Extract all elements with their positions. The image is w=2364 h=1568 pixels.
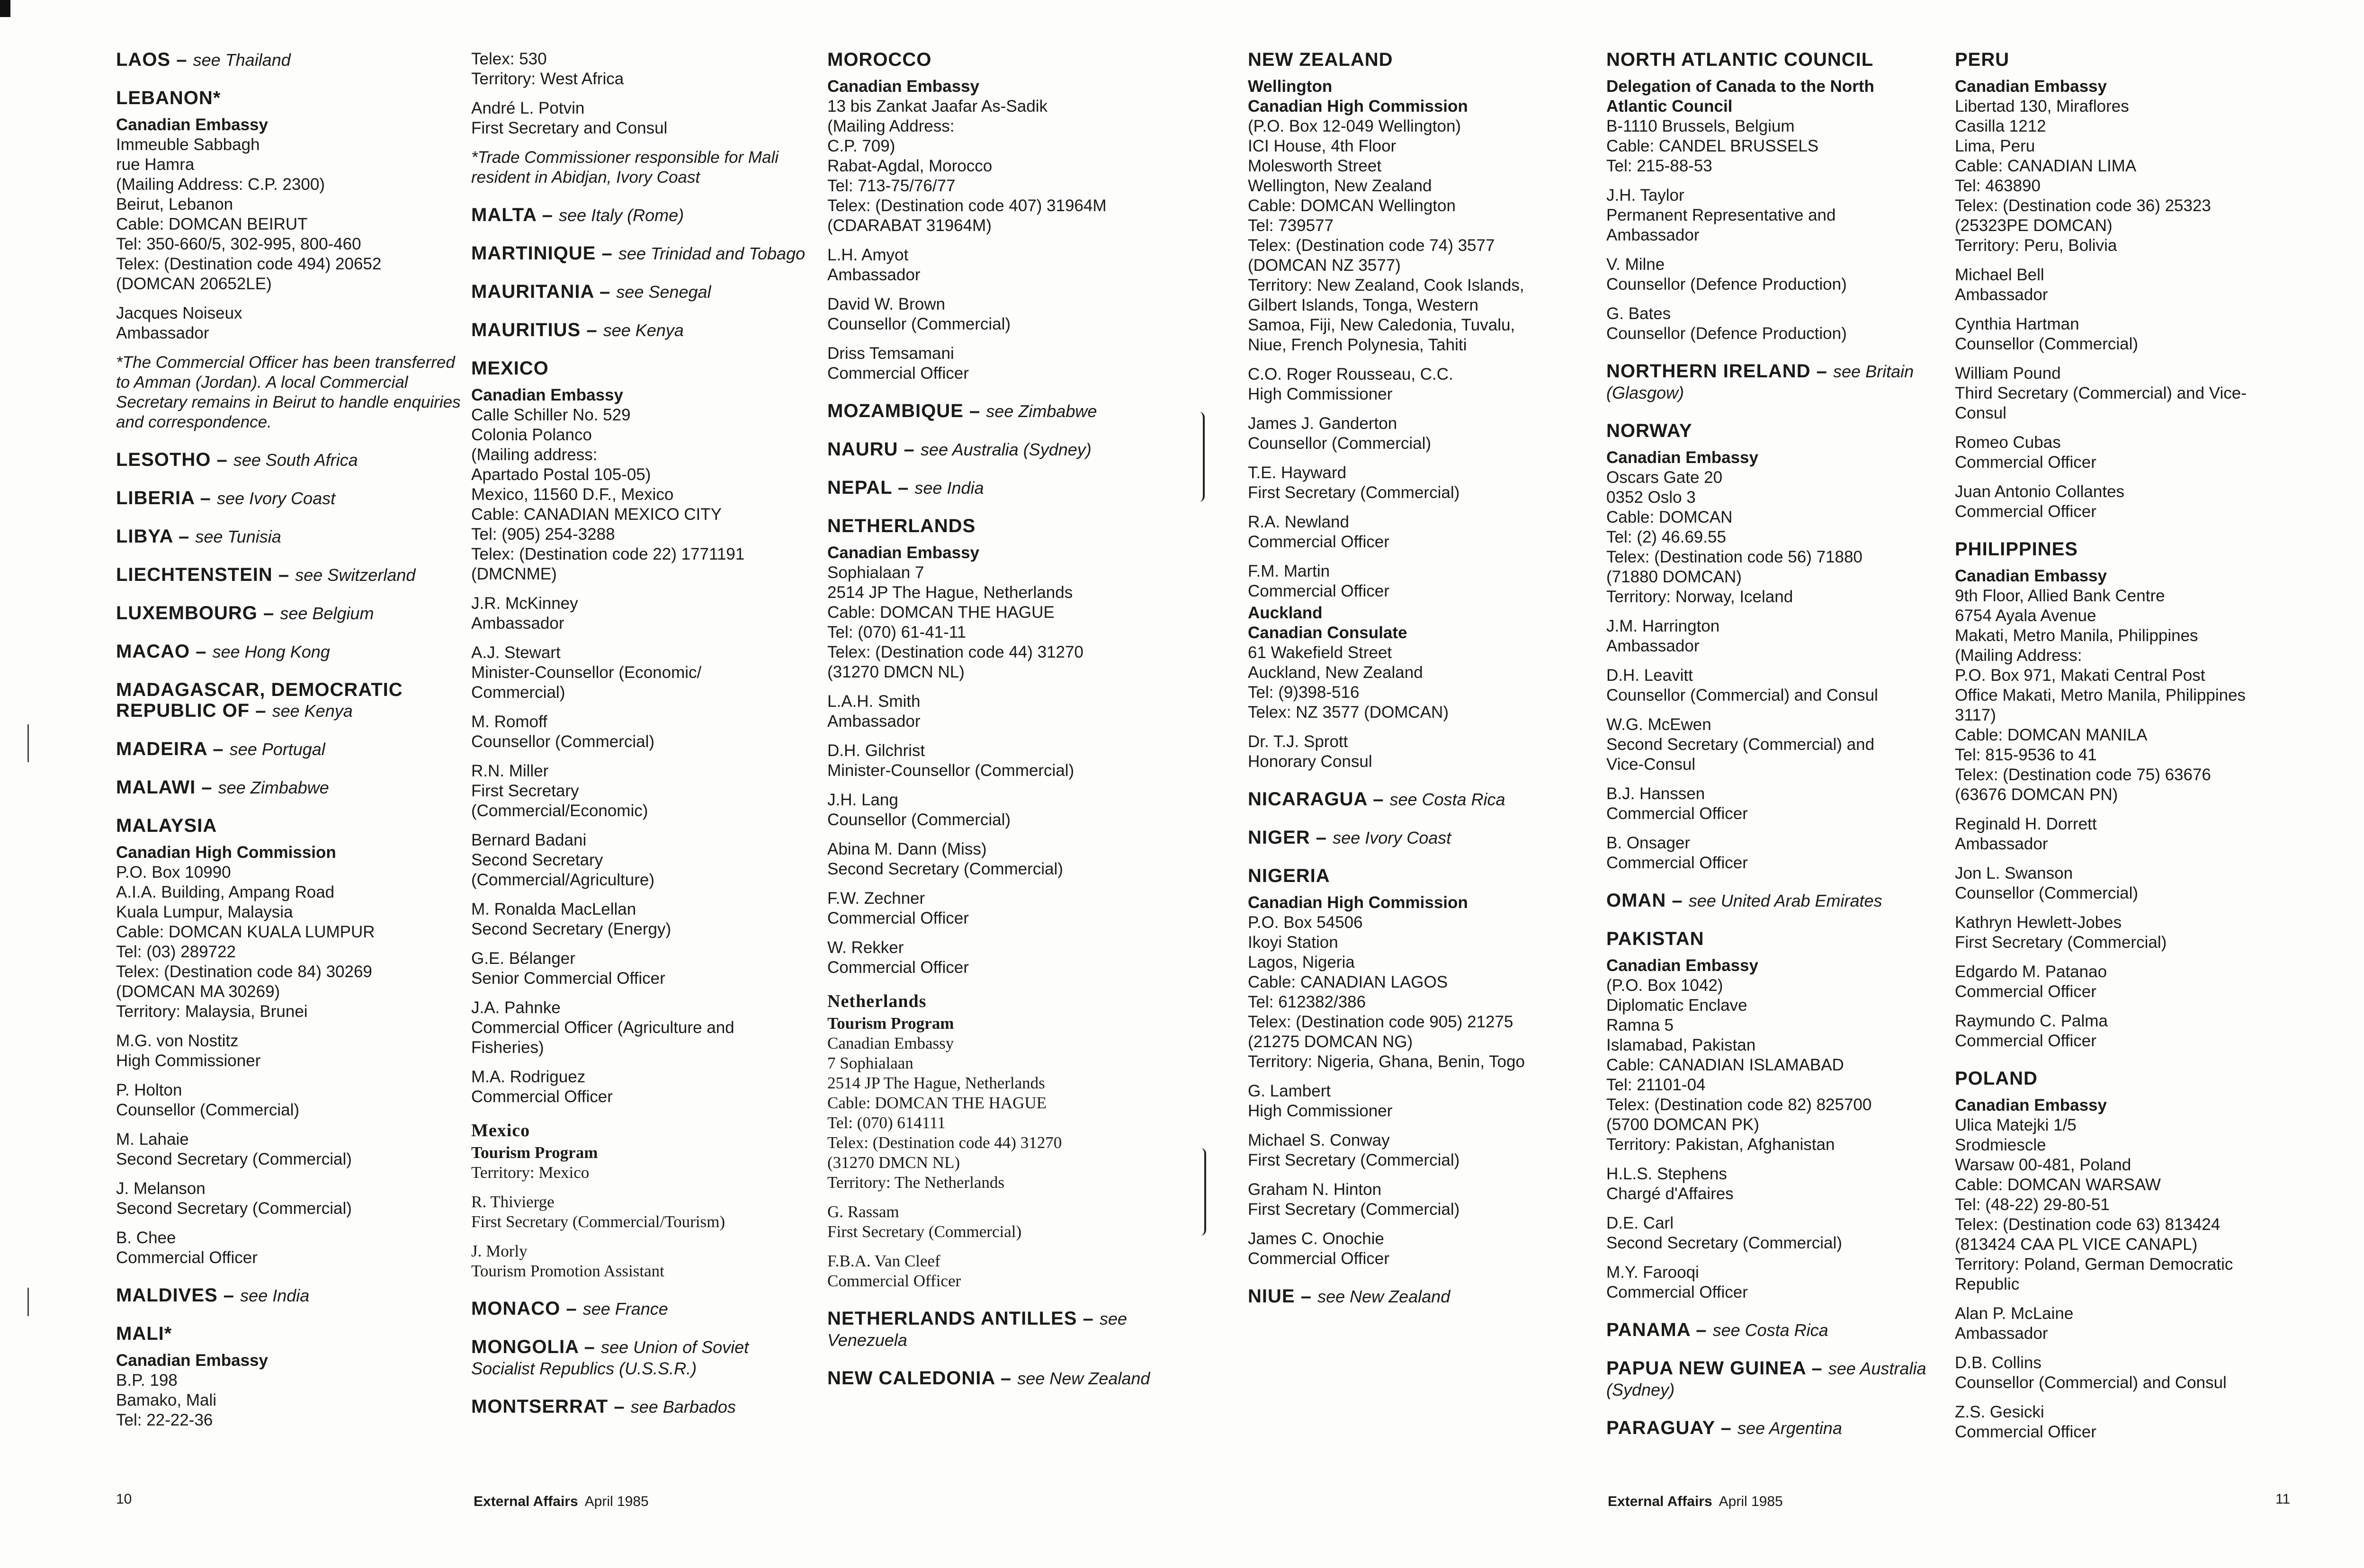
dash: – [272,564,296,585]
entry-text: L.A.H. Smith Ambassador [827,692,921,731]
dash: – [194,488,217,508]
country-heading [1248,49,1591,70]
cross-reference: see Barbados [630,1397,736,1417]
country-heading [1955,539,2305,560]
dash: – [1666,890,1689,911]
country-heading [116,564,462,586]
dash: – [1077,1308,1100,1329]
dash: – [536,205,559,225]
country-heading [116,641,462,662]
country-name: PARAGUAY [1606,1417,1715,1438]
entry-text: J.A. Pahnke Commercial Officer (Agriculture and Fisheries) [471,998,734,1057]
entry-text: R.N. Miller First Secretary (Commercial/Economic) [471,762,648,820]
dash: – [963,401,986,421]
country-name: OMAN [1606,890,1666,911]
country-name: MONTSERRAT [471,1396,609,1417]
entry-text: F.W. Zechner Commercial Officer [827,889,969,927]
entry-text: James J. Ganderton Counsellor (Commercial) [1248,414,1432,453]
entry-text: G.E. Bélanger Senior Commercial Officer [471,949,665,988]
cross-reference: see Australia (Sydney) [920,440,1092,459]
cross-reference: see New Zealand [1017,1369,1150,1388]
cross-reference: see Portugal [229,739,325,759]
country-name: MADAGASCAR, DEMOCRATIC REPUBLIC OF [116,679,403,721]
office-name: Auckland Canadian Consulate [1248,604,1407,642]
entry-text: Canadian Embassy 7 Sophialaan 2514 JP The Hague, Netherlands Cable: DOMCAN THE HAGUE Tel: (070) 614111 Telex: (Destination code 44) 31270 (31270 DMCN NL) Territory: The Netherlands [827,1034,1062,1192]
entry-text: B.J. Hanssen Commercial Officer [1606,784,1748,823]
dash: – [578,1336,601,1357]
entry-text: Michael S. Conway First Secretary (Commercial) [1248,1131,1460,1169]
entry-text: Telex: 530 Territory: West Africa [471,50,624,88]
margin-bracket [1200,1148,1206,1236]
office-name: Canadian High Commission [116,843,336,862]
dash: – [593,281,617,302]
entry-text: V. Milne Counsellor (Defence Production) [1606,255,1847,294]
entry-text: J.H. Taylor Permanent Representative and Ambassador [1606,186,1836,244]
dash: – [172,526,196,547]
office-name: Canadian Embassy [116,116,268,134]
entry-text: B.P. 198 Bamako, Mali Tel: 22-22-36 [116,1371,217,1429]
directory-column-3 [827,49,1178,1479]
country-heading [471,1298,812,1319]
country-name: MAURITANIA [471,281,594,302]
office-name: Tourism Program [827,1014,954,1033]
dash: – [1806,1358,1828,1379]
cross-reference: see India [914,478,984,498]
country-name: MALI* [116,1323,172,1344]
country-heading [1955,1068,2305,1089]
country-heading [471,243,812,264]
entry-text: B. Onsager Commercial Officer [1606,834,1748,872]
country-heading [116,49,462,71]
directory-column-2 [471,49,812,1479]
office-name: Canadian Embassy [116,1351,268,1370]
office-name: Canadian Embassy [1606,448,1758,467]
entry-text: P.O. Box 54506 Ikoyi Station Lagos, Nigeria Cable: CANADIAN LAGOS Tel: 612382/386 Telex: (Destination code 905) 21275 (21275 DOMCAN NG) Territory: Nigeria, Ghana, Benin, Togo [1248,913,1525,1071]
country-heading [116,488,462,509]
cross-reference: see Ivory Coast [217,489,336,508]
country-name: PAPUA NEW GUINEA [1606,1358,1806,1379]
dash: – [196,777,218,798]
country-name: MALAYSIA [116,815,217,836]
country-heading [471,205,812,226]
country-name: MADEIRA [116,739,207,759]
country-heading [827,49,1178,70]
country-heading [827,477,1178,499]
country-heading [827,516,1178,536]
country-heading [116,88,462,108]
cross-reference: see United Arab Emirates [1688,891,1882,910]
country-heading [116,1285,462,1306]
entry-text: D.H. Leavitt Counsellor (Commercial) and Consul [1606,666,1878,704]
entry-text: M.Y. Farooqi Commercial Officer [1606,1263,1748,1301]
office-name: Canadian High Commission [1248,893,1468,912]
country-name: MAURITIUS [471,320,581,340]
entry-text: B. Chee Commercial Officer [116,1229,258,1267]
dash: – [596,243,618,264]
country-heading [116,739,462,760]
country-heading [116,526,462,547]
entry-text: Jacques Noiseux Ambassador [116,304,242,342]
entry-text: Romeo Cubas Commercial Officer [1955,433,2096,472]
cross-reference: see Australia (Sydney) [1606,1359,1926,1399]
entry-text: Sophialaan 7 2514 JP The Hague, Netherlands Cable: DOMCAN THE HAGUE Tel: (070) 61-41-11 Telex: (Destination code 44) 31270 (31270 DMCN NL) [827,563,1084,681]
entry-text: J. Melanson Second Secretary (Commercial) [116,1179,352,1218]
cross-reference: see Zimbabwe [986,401,1097,421]
country-name: NORTH ATLANTIC COUNCIL [1606,49,1874,70]
entry-text: P. Holton Counsellor (Commercial) [116,1081,300,1119]
entry-text: F.B.A. Van Cleef Commercial Officer [827,1252,961,1290]
page-number-right: 11 [2275,1491,2291,1507]
entry-text: J. Morly Tourism Promotion Assistant [471,1242,664,1280]
country-heading [1606,1417,1947,1439]
entry-text: G. Rassam First Secretary (Commercial) [827,1203,1022,1241]
entry-text: Bernard Badani Second Secretary (Commercial/Agriculture) [471,831,655,889]
country-name: MALDIVES [116,1285,218,1306]
country-name: MONGOLIA [471,1336,579,1357]
country-heading [1248,1286,1591,1307]
country-name: NETHERLANDS ANTILLES [827,1308,1077,1329]
dash: – [1810,361,1834,382]
cross-reference: see Union of Soviet Socialist Republics (U.S.S.R.) [471,1337,749,1378]
entry-text: André L. Potvin First Secretary and Consul [471,99,668,137]
country-heading [827,401,1178,422]
margin-bracket [1198,412,1205,502]
country-name: NEW CALEDONIA [827,1368,995,1389]
footer-date: April 1985 [1719,1494,1783,1509]
entry-text: D.E. Carl Second Secretary (Commercial) [1606,1214,1842,1252]
entry-text: Territory: Mexico [471,1163,590,1182]
country-heading: Mexico [471,1121,530,1140]
country-name: LUXEMBOURG [116,603,258,624]
entry-text: P.O. Box 10990 A.I.A. Building, Ampang Road Kuala Lumpur, Malaysia Cable: DOMCAN KUALA LUMPUR Tel: (03) 289722 Telex: (Destination code 84) 30269 (DOMCAN MA 30269) Territory: Malaysia, Brunei [116,863,375,1021]
country-heading [1606,1358,1947,1400]
country-name: LIBYA [116,526,173,547]
country-name: PERU [1955,49,2010,70]
entry-text: W. Rekker Commercial Officer [827,938,969,977]
country-name: NORTHERN IRELAND [1606,361,1811,382]
entry-text: Ulica Matejki 1/5 Srodmiescle Warsaw 00-481, Poland Cable: DOMCAN WARSAW Tel: (48-22) 29-80-51 Telex: (Destination code 63) 813424 (813424 CAA PL VICE CANAPL) Territory: Poland, German Democratic Republic [1955,1116,2233,1293]
entry-text: M. Romoff Counsellor (Commercial) [471,713,655,751]
entry-text: 13 bis Zankat Jaafar As-Sadik (Mailing Address: C.P. 709) Rabat-Agdal, Morocco Tel: 713-75/76/77 Telex: (Destination code 407) 31964M (CDARABAT 31964M) [827,97,1107,235]
country-name: MOZAMBIQUE [827,401,964,421]
entry-text: B-1110 Brussels, Belgium Cable: CANDEL BRUSSELS Tel: 215-88-53 [1606,117,1819,175]
footer-date: April 1985 [584,1494,649,1509]
office-name: Canadian Embassy [471,386,623,404]
country-name: MONACO [471,1298,561,1319]
entry-text: 9th Floor, Allied Bank Centre 6754 Ayala Avenue Makati, Metro Manila, Philippines (Mailing Address: P.O. Box 971, Makati Central Post Office Makati, Metro Manila, Philippines 3117) Cable: DOMCAN MANILA Tel: 815-9536 to 41 Telex: (Destination code 75) 63676 (63676 DOMCAN PN) [1955,587,2246,804]
country-name: MACAO [116,641,190,662]
cross-reference: see Tunisia [195,527,281,546]
office-name: Canadian Embassy [827,543,979,562]
entry-text: Libertad 130, Miraflores Casilla 1212 Lima, Peru Cable: CANADIAN LIMA Tel: 463890 Telex: (Destination code 36) 25323 (25323PE DOMCAN) Territory: Peru, Bolivia [1955,97,2211,255]
dash: – [207,739,230,759]
country-heading [827,1368,1178,1389]
country-name: LIECHTENSTEIN [116,564,273,585]
office-name: Canadian Embassy [1606,956,1758,975]
page-number-left: 10 [116,1491,132,1507]
entry-text: M. Lahaie Second Secretary (Commercial) [116,1130,352,1168]
cross-reference: see Venezuela [827,1309,1127,1350]
country-name: MOROCCO [827,49,932,70]
country-heading [471,1396,812,1417]
entry-text: Kathryn Hewlett-Jobes First Secretary (Commercial) [1955,913,2167,952]
dash: – [170,49,193,70]
country-name: LESOTHO [116,449,211,470]
country-heading [1955,49,2305,70]
directory-column-6 [1955,49,2305,1479]
country-name: NICARAGUA [1248,789,1367,810]
entry-text: D.H. Gilchrist Minister-Counsellor (Commercial) [827,741,1075,780]
dash: – [1295,1286,1318,1307]
cross-reference: see Trinidad and Tobago [618,244,806,263]
entry-text: William Pound Third Secretary (Commercial) and Vice- Consul [1955,364,2247,422]
country-heading [1248,865,1591,886]
cross-reference: see Kenya [272,701,353,721]
entry-text: Jon L. Swanson Counsellor (Commercial) [1955,864,2139,902]
entry-text: Reginald H. Dorrett Ambassador [1955,815,2097,853]
entry-text: Juan Antonio Collantes Commercial Officer [1955,482,2125,521]
entry-text: F.M. Martin Commercial Officer [1248,562,1389,600]
dash: – [217,1285,241,1306]
country-name: LIBERIA [116,488,195,508]
entry-text: G. Lambert High Commissioner [1248,1082,1393,1120]
office-name: Canadian Embassy [1955,1096,2107,1114]
dash: – [560,1298,583,1319]
entry-text: R. Thivierge First Secretary (Commercial/Tourism) [471,1193,725,1231]
country-heading [1248,789,1591,810]
entry-text: D.B. Collins Counsellor (Commercial) and Consul [1955,1354,2227,1392]
country-name: NEW ZEALAND [1248,49,1393,70]
entry-text: L.H. Amyot Ambassador [827,246,921,284]
corner-mark [0,0,10,17]
country-name: PAKISTAN [1606,928,1704,949]
dash: – [257,603,280,624]
entry-text: Abina M. Dann (Miss) Second Secretary (Commercial) [827,840,1063,878]
footnote: *The Commercial Officer has been transferred to Amman (Jordan). A local Commercial Secretary remains in Beirut to handle enquiries and correspondence. [116,353,461,431]
entry-text: M.A. Rodriguez Commercial Officer [471,1068,613,1106]
country-heading [116,777,462,798]
entry-text: A.J. Stewart Minister-Counsellor (Economic/ Commercial) [471,643,702,702]
dash: – [1690,1319,1713,1340]
dash: – [1310,827,1333,848]
entry-text: C.O. Roger Rousseau, C.C. High Commissioner [1248,365,1453,403]
entry-text: Calle Schiller No. 529 Colonia Polanco (Mailing address: Apartado Postal 105-05) Mexico, 11560 D.F., Mexico Cable: CANADIAN MEXICO CITY Tel: (905) 254-3288 Telex: (Destination code 22) 1771191 (DMCNME) [471,406,745,583]
office-name: Canadian Embassy [827,77,979,96]
directory-column-4 [1248,49,1591,1479]
cross-reference: see Kenya [603,321,684,340]
country-heading [471,281,812,303]
entry-text: Edgardo M. Patanao Commercial Officer [1955,962,2107,1001]
country-heading [1606,361,1947,403]
dash: – [190,641,213,662]
cross-reference: see Hong Kong [212,642,330,661]
dash: – [250,700,272,721]
cross-reference: see India [240,1286,310,1305]
office-name: Canadian Embassy [1955,77,2107,96]
dash: – [211,449,233,470]
country-name: PANAMA [1606,1319,1691,1340]
entry-text: W.G. McEwen Second Secretary (Commercial) and Vice-Consul [1606,715,1875,774]
country-heading [1606,49,1947,70]
entry-text: Cynthia Hartman Counsellor (Commercial) [1955,315,2139,353]
dash: – [1715,1417,1738,1438]
cross-reference: see Switzerland [295,565,416,585]
office-name: Tourism Program [471,1143,598,1162]
dash: – [1367,789,1390,810]
country-heading [1606,928,1947,949]
entry-text: H.L.S. Stephens Chargé d'Affaires [1606,1165,1734,1203]
country-heading [471,358,812,379]
office-name: Wellington Canadian High Commission [1248,77,1468,116]
country-heading [471,1336,812,1379]
entry-text: (P.O. Box 1042) Diplomatic Enclave Ramna 5 Islamabad, Pakistan Cable: CANADIAN ISLAMABAD Tel: 21101-04 Telex: (Destination code 82) 825700 (5700 DOMCAN PK) Territory: Pakistan, Afghanistan [1606,976,1872,1154]
cross-reference: see Argentina [1737,1418,1842,1438]
dash: – [892,477,915,498]
country-heading [1606,420,1947,441]
dash: – [581,320,603,340]
entry-text: Immeuble Sabbagh rue Hamra (Mailing Address: C.P. 2300) Beirut, Lebanon Cable: DOMCAN BEIRUT Tel: 350-660/5, 302-995, 800-460 Telex: (Destination code 494) 20652 (DOMCAN 20652LE) [116,135,382,293]
country-name: LAOS [116,49,171,70]
footer-right [1608,1494,1783,1510]
entry-text: T.E. Hayward First Secretary (Commercial) [1248,463,1460,502]
country-name: MALTA [471,205,537,225]
country-heading: Netherlands [827,991,927,1011]
entry-text: J.R. McKinney Ambassador [471,594,578,633]
cross-reference: see New Zealand [1317,1287,1451,1306]
entry-text: Michael Bell Ambassador [1955,266,2048,304]
country-heading [116,1323,462,1344]
dash: – [898,439,921,460]
footnote: *Trade Commissioner responsible for Mali resident in Abidjan, Ivory Coast [471,148,779,187]
country-heading [471,320,812,341]
country-name: MALAWI [116,777,196,798]
country-name: NETHERLANDS [827,516,976,536]
directory-column-5 [1606,49,1947,1479]
cross-reference: see Senegal [616,282,711,302]
country-name: NIGER [1248,827,1310,848]
entry-text: G. Bates Counsellor (Defence Production) [1606,304,1847,343]
country-heading [1606,890,1947,911]
entry-text: Driss Temsamani Commercial Officer [827,344,969,383]
country-heading [1606,1319,1947,1341]
country-heading [116,679,462,722]
country-name: NEPAL [827,477,892,498]
country-heading [116,815,462,836]
entry-text: Raymundo C. Palma Commercial Officer [1955,1012,2108,1050]
country-name: NIUE [1248,1286,1295,1307]
cross-reference: see Costa Rica [1712,1320,1828,1340]
country-heading [116,449,462,471]
footer-left [474,1494,649,1510]
country-name: NAURU [827,439,898,460]
country-heading [827,439,1178,460]
dash: – [994,1368,1018,1389]
country-name: POLAND [1955,1068,2038,1089]
entry-text: Dr. T.J. Sprott Honorary Consul [1248,732,1372,771]
entry-text: 61 Wakefield Street Auckland, New Zealand Tel: (9)398-516 Telex: NZ 3577 (DOMCAN) [1248,643,1449,722]
entry-text: Z.S. Gesicki Commercial Officer [1955,1403,2096,1441]
cross-reference: see Thailand [193,50,291,70]
cross-reference: see Ivory Coast [1333,828,1451,847]
margin-rule [27,1288,29,1316]
cross-reference: see France [582,1299,668,1319]
dash: – [608,1396,631,1417]
country-name: PHILIPPINES [1955,539,2078,560]
country-name: MARTINIQUE [471,243,596,264]
entry-text: J.H. Lang Counsellor (Commercial) [827,791,1011,829]
entry-text: R.A. Newland Commercial Officer [1248,513,1389,551]
cross-reference: see Zimbabwe [218,778,329,797]
cross-reference: see Belgium [280,604,374,623]
directory-column-1 [116,49,462,1479]
entry-text: Oscars Gate 20 0352 Oslo 3 Cable: DOMCAN Tel: (2) 46.69.55 Telex: (Destination code 56) 71880 (71880 DOMCAN) Territory: Norway, Iceland [1606,468,1863,606]
country-name: NIGERIA [1248,865,1330,886]
entry-text: David W. Brown Counsellor (Commercial) [827,295,1011,333]
footer-publication: External Affairs [1608,1494,1712,1509]
cross-reference: see Italy (Rome) [559,205,684,225]
country-name: NORWAY [1606,420,1692,441]
footer-publication: External Affairs [474,1494,578,1509]
office-name: Delegation of Canada to the North Atlantic Council [1606,77,1874,116]
margin-rule [27,724,29,762]
entry-text: Alan P. McLaine Ambassador [1955,1304,2074,1343]
country-heading [827,1308,1178,1351]
cross-reference: see Britain (Glasgow) [1606,362,1914,402]
entry-text: J.M. Harrington Ambassador [1606,617,1720,655]
entry-text: (P.O. Box 12-049 Wellington) ICI House, 4th Floor Molesworth Street Wellington, New Zealand Cable: DOMCAN Wellington Tel: 739577 Telex: (Destination code 74) 3577 (DOMCAN NZ 3577) Territory: New Zealand, Cook Islands, Gilbert Islands, Tonga, Western Samoa, Fiji, New Caledonia, Tuvalu, Niue, French Polynesia, Tahiti [1248,117,1524,354]
country-heading [1248,827,1591,848]
cross-reference: see South Africa [233,450,358,470]
entry-text: M.G. von Nostitz High Commissioner [116,1032,261,1070]
country-name: LEBANON* [116,88,221,108]
country-heading [116,603,462,624]
office-name: Canadian Embassy [1955,567,2107,585]
country-name: MEXICO [471,358,549,379]
entry-text: M. Ronalda MacLellan Second Secretary (Energy) [471,900,672,938]
entry-text: James C. Onochie Commercial Officer [1248,1229,1389,1268]
cross-reference: see Costa Rica [1389,790,1505,809]
entry-text: Graham N. Hinton First Secretary (Commercial) [1248,1180,1460,1219]
